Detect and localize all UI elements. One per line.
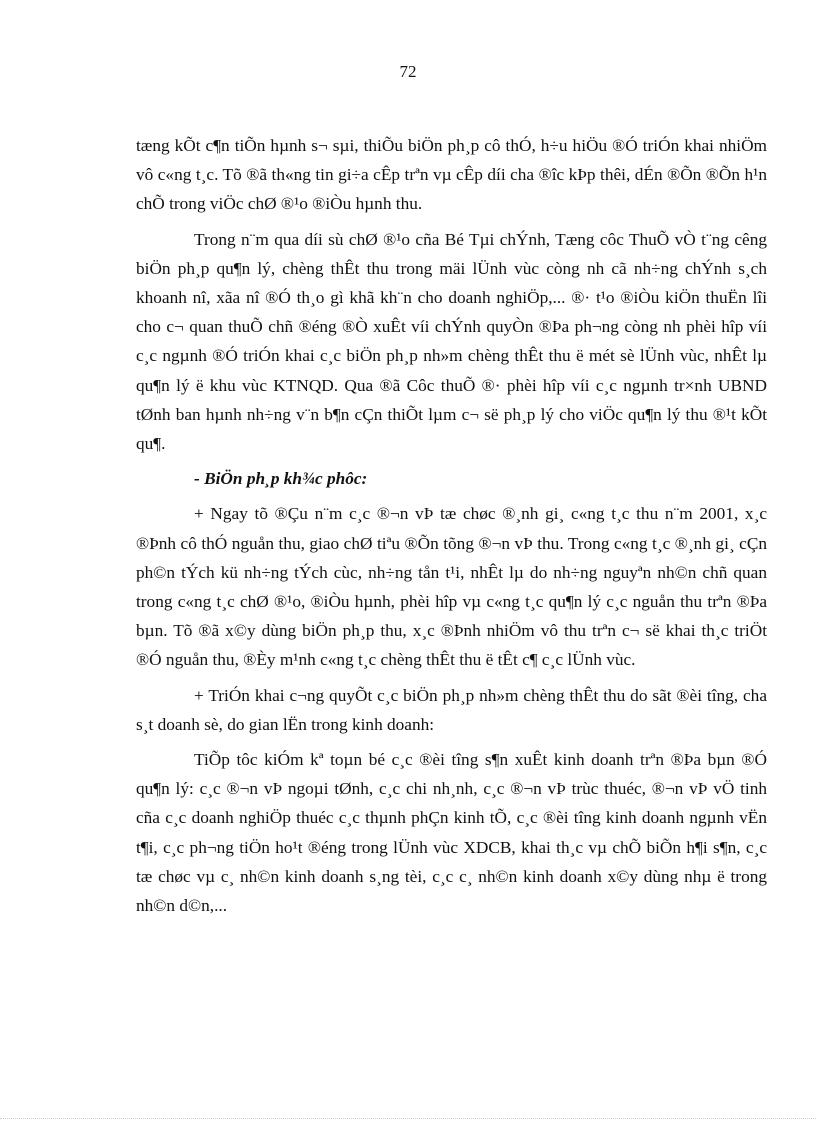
- paragraph-ministry-direction: Trong n¨m qua díi sù chØ ®¹o cña Bé Tµi chÝnh, Tæng côc ThuÕ vÒ t¨ng cêng biÖn ph¸p qu¶n lý, chèng thÊt thu trong mäi lÜnh vùc còng nh cã nh÷ng chÝnh s¸ch khoanh nî, xãa nî ®Ó th¸o gì khã kh¨n cho doanh nghiÖp,... ®· t¹o ®iÒu kiÖn thuËn lîi cho c¬ quan thuÕ chñ ®éng ®Ò xuÊt víi chÝnh quyÒn ®Þa ph¬ng còng nh phèi hîp víi c¸c ngµnh ®Ó triÓn khai c¸c biÖn ph¸p nh»m chèng thÊt thu ë mét sè lÜnh vùc, nhÊt lµ qu¶n lý ë khu vùc KTNQD. Qua ®ã Côc thuÕ ®· phèi hîp víi c¸c ngµnh tr×nh UBND tØnh ban hµnh nh÷ng v¨n b¶n cÇn thiÕt lµm c¬ së ph¸p lý cho viÖc qu¶n lý thu ®¹t kÕt qu¶.: [136, 229, 767, 454]
- measure-item-assessment: + Ngay tõ ®Çu n¨m c¸c ®¬n vÞ tæ chøc ®¸nh gi¸ c«ng t¸c thu n¨m 2001, x¸c ®Þnh cô thÓ nguån thu, giao chØ tiªu ®Õn tõng ®¬n vÞ thu. Trong c«ng t¸c ®¸nh gi¸ cÇn ph©n tÝch kü nh÷ng tÝch cùc, nh÷ng tån t¹i, nhÊt lµ do nh÷ng nguyªn nh©n chñ quan trong c«ng t¸c chØ ®¹o, ®iÒu hµnh, phèi hîp vµ c«ng t¸c qu¶n lý c¸c nguån thu trªn ®Þa bµn. Tõ ®ã x©y dùng biÖn ph¸p thu, x¸c ®Þnh nhiÖm vô thu trªn c¬ së khai th¸c triÖt ®Ó nguån thu, ®Èy m¹nh c«ng t¸c chèng thÊt thu ë tÊt c¶ c¸c lÜnh vùc.: [136, 504, 767, 670]
- paragraph-continuation: tæng kÕt c¶n tiÕn hµnh s¬ sµi, thiÕu biÖn ph¸p cô thÓ, h÷u hiÖu ®Ó triÓn khai nhiÖm vô c«ng t¸c. Tõ ®ã th«ng tin gi÷a cÊp trªn vµ cÊp díi cha ®îc kÞp thêi, dÉn ®Õn ®Õn h¹n chÕ trong viÖc chØ ®¹o ®iÒu hµnh thu.: [136, 136, 767, 214]
- document-body: [136, 131, 767, 920]
- measure-item-anti-loss: + TriÓn khai c¬ng quyÕt c¸c biÖn ph¸p nh»m chèng thÊt thu do sãt ®èi tîng, cha s¸t doanh sè, do gian lËn trong kinh doanh:: [136, 685, 767, 734]
- measure-item-inventory: TiÕp tôc kiÓm kª toµn bé c¸c ®èi tîng s¶n xuÊt kinh doanh trªn ®Þa bµn ®Ó qu¶n lý: c¸c ®¬n vÞ ngoµi tØnh, c¸c chi nh¸nh, c¸c ®¬n vÞ trùc thuéc, ®¬n vÞ vÖ tinh cña c¸c doanh nghiÖp thuéc c¸c thµnh phÇn kinh tÕ, c¸c ®èi tîng kinh doanh ngµnh vËn t¶i, c¸c ph¬ng tiÖn ho¹t ®éng trong lÜnh vùc XDCB, khai th¸c vµ chÕ biÕn h¶i s¶n, c¸c tæ chøc vµ c¸ nh©n kinh doanh s¸ng tèi, c¸c c¸ nh©n kinh doanh x©y dùng nhµ ë trong nh©n d©n,...: [136, 750, 767, 916]
- page-number: 72: [399, 62, 417, 81]
- page-bottom-divider: [0, 1118, 816, 1119]
- section-heading-remedies: - BiÖn ph¸p kh¾c phôc:: [194, 469, 368, 489]
